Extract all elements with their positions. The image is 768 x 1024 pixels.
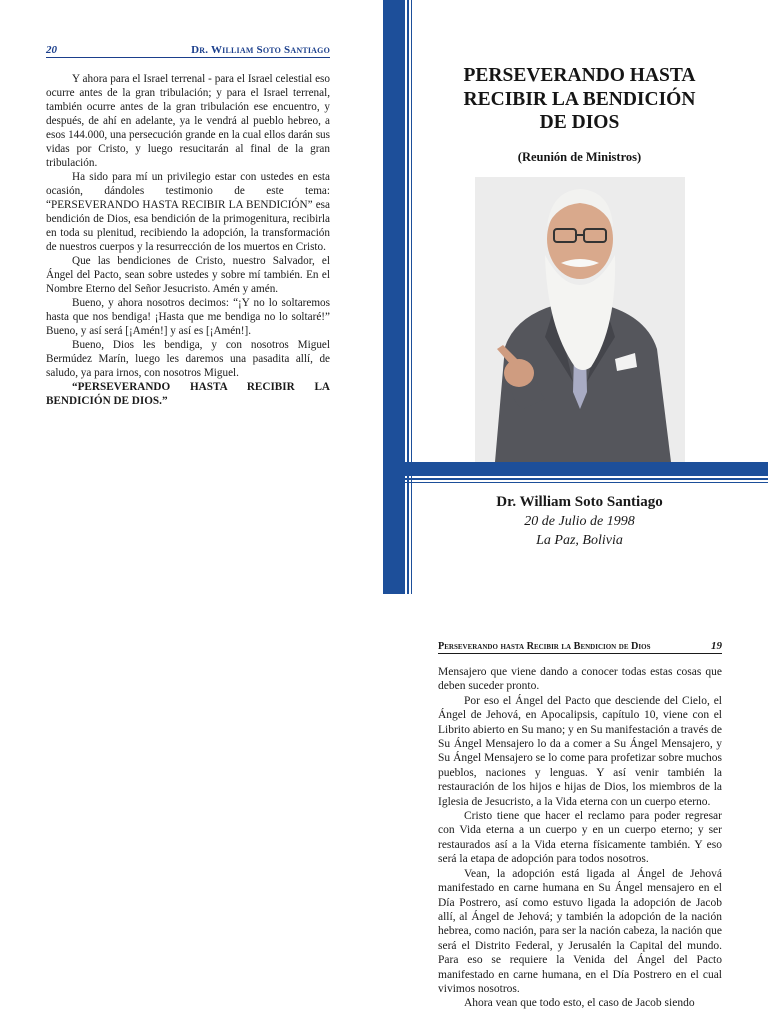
paragraph: Y ahora para el Israel terrenal - para el Israel celestial eso ocurre antes de la gran tribulación; y para el Israel terrenal, también ocurre antes de la gran tribulación ese encuentro, y después, de ahí en adelante, ya le vendrá al pueblo hebreo, a esos 144.000, una persecución grande en la cual ellos darán sus vidas por Cristo, y luego resucitarán al final de la gran tribulación.: [46, 73, 330, 169]
cover-stripe: [411, 0, 412, 594]
cover-title-line: DE DIOS: [539, 112, 620, 133]
left-header-author: Dr. William Soto Santiago: [191, 44, 330, 56]
cover-date: 20 de Julio de 1998: [524, 514, 635, 529]
author-photo: [475, 177, 685, 462]
cover-stripe: [407, 0, 409, 594]
right-page-number: 19: [711, 640, 722, 652]
left-page-header: [46, 44, 330, 58]
cover-band: [405, 462, 768, 476]
cover-author: Dr. William Soto Santiago: [496, 494, 663, 510]
left-page-number: 20: [46, 44, 57, 56]
right-page-header: [438, 640, 722, 654]
paragraph: Mensajero que viene dando a conocer todas estas cosas que deben suceder pronto.: [438, 666, 722, 693]
left-page: [46, 44, 330, 408]
cover-band: [405, 478, 768, 480]
paragraph: Bueno, Dios les bendiga, y con nosotros Miguel Bermúdez Marín, luego les daremos una pasadita allí, de saludo, ya para irnos, con nosotros Miguel.: [46, 339, 330, 379]
paragraph: Cristo tiene que hacer el reclamo para poder regresar con Vida eterna a un cuerpo y en un cuerpo eterno; y ser restaurados así a la Vida eterna físicamente también. Y eso será la etapa de adopción para todos nosotros.: [438, 810, 722, 866]
cover-subtitle: (Reunión de Ministros): [517, 150, 642, 164]
cover-title: [433, 64, 726, 135]
paragraph: Por eso el Ángel del Pacto que desciende del Cielo, el Ángel de Jehová, en Apocalipsis, capítulo 10, viene con el Librito abierto en Su mano; y en Su manifestación a través de Su Ángel Mensajero lo da a comer a Su Ángel Mensajero, y Su Ángel Mensajero se lo come para profetizar sobre muchos pueblos, naciones y lenguas. Y así venir también la restauración de los hijos e hijas de Dios, los miembros de la Iglesia de Jesucristo, a la Vida eterna con un cuerpo eterno.: [438, 694, 722, 808]
cover-stripe: [383, 0, 405, 594]
cover-place: La Paz, Bolivia: [536, 533, 623, 548]
paragraph: Ahora vean que todo esto, el caso de Jacob siendo: [464, 997, 695, 1010]
cover-band: [405, 482, 768, 483]
right-page-body: [438, 665, 722, 1011]
paragraph: Bueno, y ahora nosotros decimos: “¡Y no lo soltaremos hasta que nos bendiga! ¡Hasta que me bendiga no lo soltaré!” Bueno, y así será [¡Amén!] y así es [¡Amén!].: [46, 297, 330, 337]
cover-title-line: PERSEVERANDO HASTA: [463, 65, 696, 86]
paragraph: Ha sido para mí un privilegio estar con ustedes en esta ocasión, dándoles testimonio de este tema: “PERSEVERANDO HASTA RECIBIR LA BENDICIÓN” esa bendición de Dios, esa bendición de la primogenitura, recibirla en toda su plenitud, recibiendo la adopción, la transformación de nuestros cuerpos y la resurrección de los muertos en Cristo.: [46, 171, 330, 253]
cover-page: [383, 0, 768, 594]
closing-title: “PERSEVERANDO HASTA RECIBIR LA BENDICIÓN DE DIOS.”: [46, 381, 330, 407]
cover-title-line: RECIBIR LA BENDICIÓN: [463, 88, 696, 110]
paragraph: Vean, la adopción está ligada al Ángel de Jehová manifestado en carne humana en Su Ángel mensajero en el Día Postrero, así como estuvo ligada la adopción de Jacob allí, al Ángel de Jehová; y también la adopción de la nación hebrea, como nación, para ser la nación cabeza, la nación que será el Distrito Federal, y Jerusalén la Capital del mundo. Para eso se requiere la Venida del Ángel del Pacto manifestado en carne humana, en el Día Postrero en el cual vivimos nosotros.: [438, 867, 722, 995]
left-page-body: [46, 72, 330, 408]
right-header-title: Perseverando hasta Recibir la Bendicion de Dios: [438, 641, 651, 652]
paragraph: Que las bendiciones de Cristo, nuestro Salvador, el Ángel del Pacto, sean sobre ustedes y sobre mí también. En el Nombre Eterno del Señor Jesucristo. Amén y amén.: [46, 255, 330, 295]
right-page: [438, 640, 722, 1011]
